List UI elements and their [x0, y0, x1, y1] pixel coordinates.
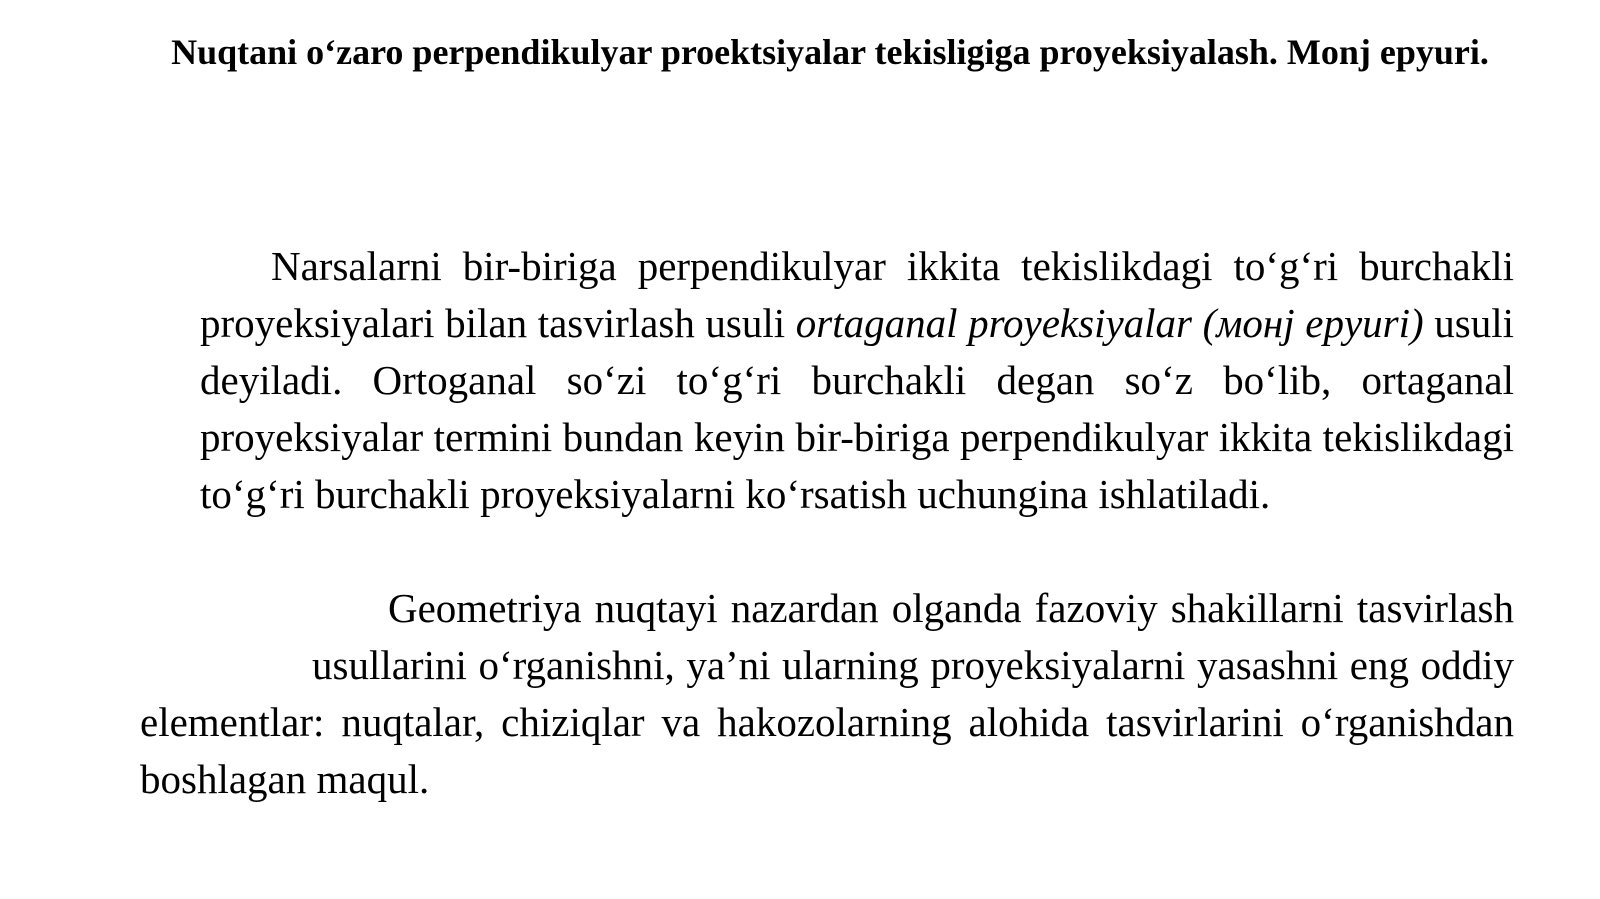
paragraph1-text-end: usuli deyiladi. Ortoganal so‘zi to‘g‘ri burchakli degan so‘z bo‘lib, ortaganal proyeksiyalar termini bundan keyin bir-biriga perpendikulyar ikkita tekislikdagi to‘g‘ri burchakli proyeksiyalarni ko‘rsatish uchungina ishlatiladi. — [200, 300, 1514, 517]
paragraph1-italic-term: ortaganal proyeksiyalar (монj epyuri) — [795, 300, 1424, 346]
paragraph1-text-start: Narsalarni bir-biriga perpendikulyar ikkita tekislikdagi to‘g‘ri burchakli proyeksiyalari bilan tasvirlash usuli — [200, 243, 1514, 346]
paragraph-orthogonal-definition — [200, 238, 1514, 523]
paragraph2-text-end: usullarini o‘rganishni, ya’ni ularning proyeksiyalarni yasashni eng oddiy elementlar: nuqtalar, chiziqlar va hakozolarning alohida tasvirlarini o‘rganishdan boshlagan maqul. — [140, 642, 1514, 802]
slide-title: Nuqtani o‘zaro perpendikulyar proektsiyalar tekisligiga proyeksiyalash. Monj epyuri. — [171, 32, 1489, 72]
paragraph2-text-start: Geometriya nuqtayi nazardan olganda fazoviy shakillarni tasvirlash — [388, 585, 1514, 631]
paragraph-geometry-approach — [140, 580, 1514, 808]
